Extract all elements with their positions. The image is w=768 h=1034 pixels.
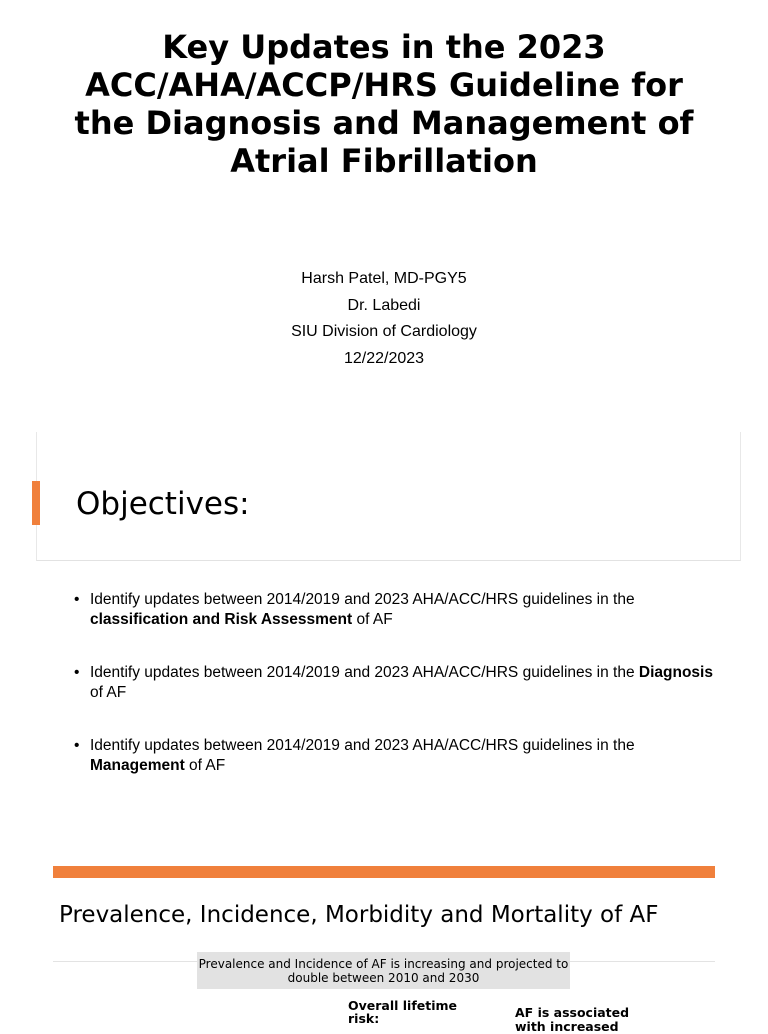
af-associated-label: AF is associated with increased (515, 1005, 630, 1034)
list-item: • Identify updates between 2014/2019 and 2023 AHA/ACC/HRS guidelines in the Diagnosis of AF (74, 664, 713, 701)
author-name: Harsh Patel, MD-PGY5 (301, 270, 467, 287)
objectives-list (74, 590, 714, 809)
objectives-title: Objectives: (76, 486, 250, 522)
bullet-icon: • (74, 591, 80, 608)
prevalence-callout: Prevalence and Incidence of AF is increasing and projected to double between 2010 and 2030 (197, 952, 570, 989)
presenter-info (0, 266, 768, 372)
prevalence-title: Prevalence, Incidence, Morbidity and Mortality of AF (59, 902, 659, 928)
objectives-accent-bar (32, 481, 40, 525)
presentation-date: 12/22/2023 (343, 349, 425, 367)
section-accent-bar (53, 866, 715, 878)
list-item: • Identify updates between 2014/2019 and 2023 AHA/ACC/HRS guidelines in the classification and Risk Assessment of AF (74, 591, 635, 628)
division-name: SIU Division of Cardiology (291, 323, 477, 340)
title-slide (0, 0, 768, 420)
bullet-icon: • (74, 664, 80, 681)
mentor-name: Dr. Labedi (347, 296, 421, 314)
list-item: • Identify updates between 2014/2019 and 2023 AHA/ACC/HRS guidelines in the Management of AF (74, 737, 635, 774)
bullet-icon: • (74, 737, 80, 754)
presentation-title: Key Updates in the 2023 ACC/AHA/ACCP/HRS Guideline for the Diagnosis and Management of Atrial Fibrillation (74, 28, 694, 180)
lifetime-risk-label: Overall lifetime risk: (348, 998, 458, 1026)
